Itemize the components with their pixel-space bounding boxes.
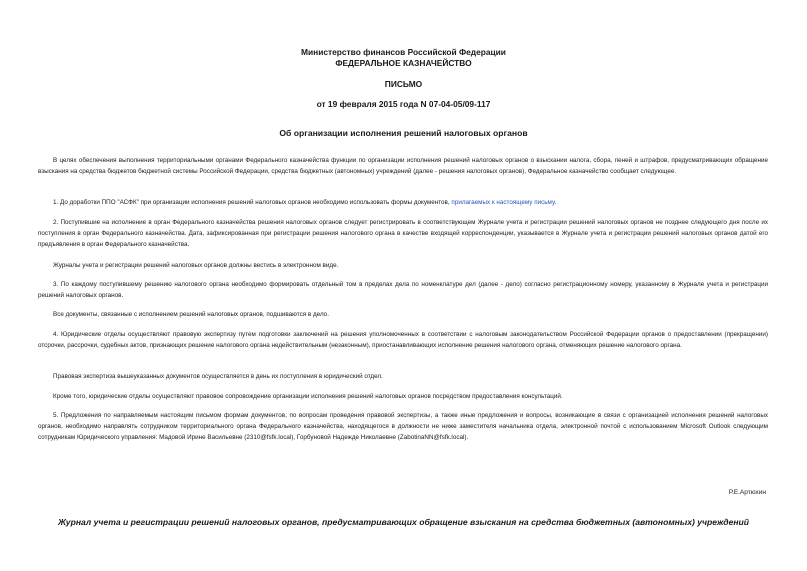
signature: Р.Е.Артюхин [728, 489, 766, 496]
paragraph-4-support: Кроме того, юридические отделы осуществляют правовое сопровождение организации исполнения решений налоговых органов посредством предоставления консультаций. [53, 393, 563, 400]
paragraph-2: 2. Поступившие на исполнение в орган Федерального казначейства решения налоговых органов следует регистрировать в соответствующем Журнале учета и регистрации решений налоговых органов не позднее следующего дня после их поступления в орган Федерального казначейства. Дата, зафиксированная при регистрации решения налогового органа в качестве входящей корреспонденции, указывается в Журнале учета и регистрации решений налоговых органов датой его предъявления в орган Федерального казначейства. [38, 219, 768, 248]
paragraph-1 [38, 197, 768, 208]
paragraph-3: 3. По каждому поступившему решению налогового органа необходимо формировать отдельный том в пределах дела по номенклатуре дел (далее - дело) согласно регистрационному номеру, указанному в Журнале учета и регистрации решений налоговых органов. [38, 281, 768, 299]
paragraph-4-expertise: Правовая экспертиза вышеуказанных документов осуществляется в день их поступления в юридический отдел. [53, 373, 383, 380]
paragraph-2-electronic-journals: Журналы учета и регистрации решений налоговых органов должны вестись в электронном виде. [53, 262, 339, 269]
paragraph-5: 5. Предложения по направляемым настоящим письмом формам документов, по вопросам проведения правовой экспертизы, а также иные предложения и вопросы, возникающие в связи с организацией исполнения решений налоговых органов, необходимо направлять сотрудником территориального органа Федерального казначейства, находящегося в должности не ниже заместителя начальника отдела, электронной почтой с использованием Microsoft Outlook следующим сотрудникам Юридического управления: Мадовой Ирине Васильевне (2310@fsfk.local), Горбуновой Надежде Николаевне (ZabotinaNN@fsfk.local). [38, 412, 768, 441]
attached-forms-link[interactable]: прилагаемых к настоящему письму [451, 199, 555, 206]
paragraph-1-end: . [554, 199, 557, 206]
paragraph-1-text: 1. До доработки ППО "АСФК" при организации исполнения решений налоговых органов необходимо использовать формы документов, [53, 199, 452, 206]
ministry-name: Министерство финансов Российской Федерации [301, 47, 506, 57]
document-date-number: от 19 февраля 2015 года N 07-04-05/09-117 [316, 99, 491, 109]
treasury-name: ФЕДЕРАЛЬНОЕ КАЗНАЧЕЙСТВО [335, 58, 472, 68]
document-title: Об организации исполнения решений налоговых органов [279, 128, 528, 138]
document-type: ПИСЬМО [384, 79, 423, 89]
paragraph-4: 4. Юридические отделы осуществляют правовую экспертизу путем подготовки заключений на решения уполномоченных в соответствии с налоговым законодательством Российской Федерации органов о предоставлении (прекращении) отсрочки, рассрочки, судебных актов, признающих решение налогового органа недействительным (незаконным), приостанавливающих исполнение решения налогового органа, отменяющих решение налогового органа. [38, 331, 768, 349]
paragraph-3-documents: Все документы, связанные с исполнением решений налоговых органов, подшиваются в дело. [53, 311, 329, 318]
attachment-title: Журнал учета и регистрации решений налоговых органов, предусматривающих обращение взыскания на средства бюджетных (автономных) учреждений [57, 517, 750, 527]
intro-paragraph: В целях обеспечения выполнения территориальными органами Федерального казначейства функции по организации исполнения решений налоговых органов о взыскании налога, сбора, пеней и штрафов, предусматривающих обращение взыскания на средства бюджетов бюджетной системы Российской Федерации, средства бюджетных (автономных) учреждений (далее - решения налоговых органов), Федеральное казначейство сообщает следующее. [38, 157, 768, 175]
